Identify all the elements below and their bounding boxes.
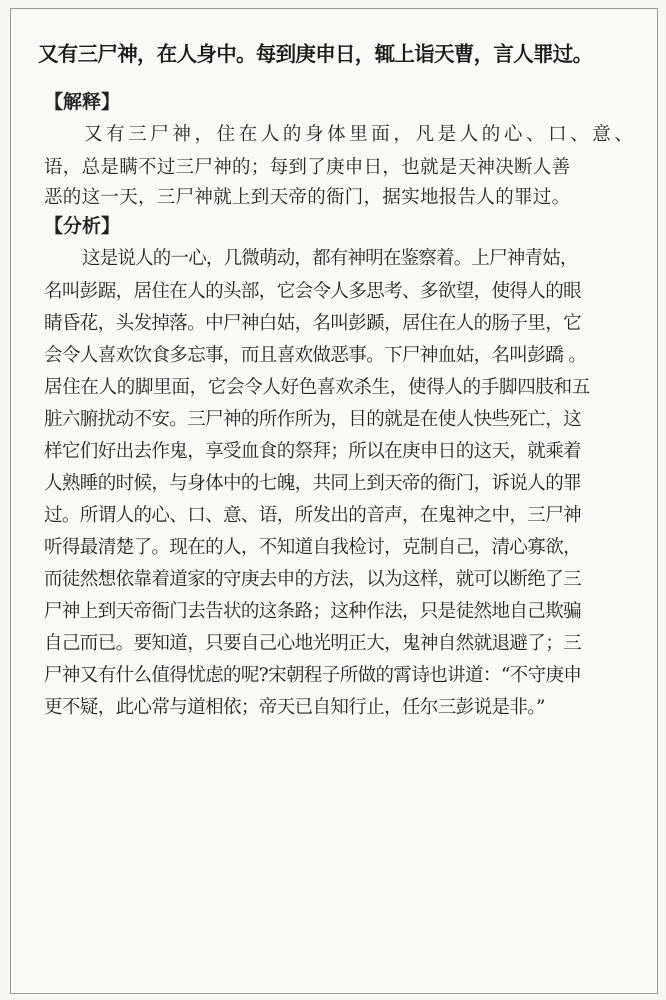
explanation-line: 语，总是瞒不过三尸神的；每到了庚申日，也就是天神决断人善 <box>44 157 571 178</box>
explanation-heading: 【解释】 <box>44 91 121 113</box>
analysis-line: 脏六腑扰动不安。三尸神的所作所为，目的就是在使人快些死亡，这 <box>44 409 582 430</box>
analysis-line: 人熟睡的时候，与身体中的七魄，共同上到天帝的衙门，诉说人的罪 <box>44 473 582 494</box>
analysis-line: 更不疑，此心常与道相依；帝天已自知行止，任尔三彭说是非。” <box>44 697 545 718</box>
explanation-line: 恶的这一天，三尸神就上到天帝的衙门，据实地报告人的罪过。 <box>44 187 571 208</box>
verse-title: 又有三尸神，在人身中。每到庚申日，辄上诣天曹，言人罪过。 <box>38 42 593 66</box>
analysis-line: 尸神又有什么值得忧虑的呢?宋朝程子所做的霄诗也讲道：“不守庚申 <box>44 665 582 686</box>
analysis-line: 自己而已。要知道，只要自己心地光明正大，鬼神自然就退避了；三 <box>44 633 582 654</box>
analysis-line: 睛昏花，头发掉落。中尸神白姑，名叫彭踬，居住在人的肠子里，它 <box>44 313 582 334</box>
analysis-heading: 【分析】 <box>44 215 121 237</box>
analysis-line: 会令人喜欢饮食多忘事，而且喜欢做恶事。下尸神血姑，名叫彭蹻 。 <box>44 345 587 366</box>
explanation-line: 又有三尸神，住在人的身体里面，凡是人的心、口、意、 <box>84 124 637 145</box>
analysis-line: 样它们好出去作鬼，享受血食的祭拜；所以在庚申日的这天，就乘着 <box>44 441 582 462</box>
analysis-line: 听得最清楚了。现在的人，不知道自我检讨，克制自己，清心寡欲， <box>44 537 582 558</box>
analysis-line: 居住在人的脚里面，它会令人好色喜欢杀生，使得人的手脚四肢和五 <box>44 377 591 398</box>
analysis-line: 过。所谓人的心、口、意、语，所发出的音声，在鬼神之中，三尸神 <box>44 505 582 526</box>
analysis-line: 名叫彭踞，居住在人的头部，它会令人多思考、多欲望，使得人的眼 <box>44 281 582 302</box>
analysis-line: 这是说人的一心，几微萌动，都有神明在鉴察着。上尸神青姑， <box>82 248 578 269</box>
analysis-line: 而徒然想依靠着道家的守庚去申的方法，以为这样，就可以断绝了三 <box>44 569 582 590</box>
analysis-line: 尸神上到天帝衙门去告状的这条路；这种作法，只是徒然地自己欺骗 <box>44 601 582 622</box>
